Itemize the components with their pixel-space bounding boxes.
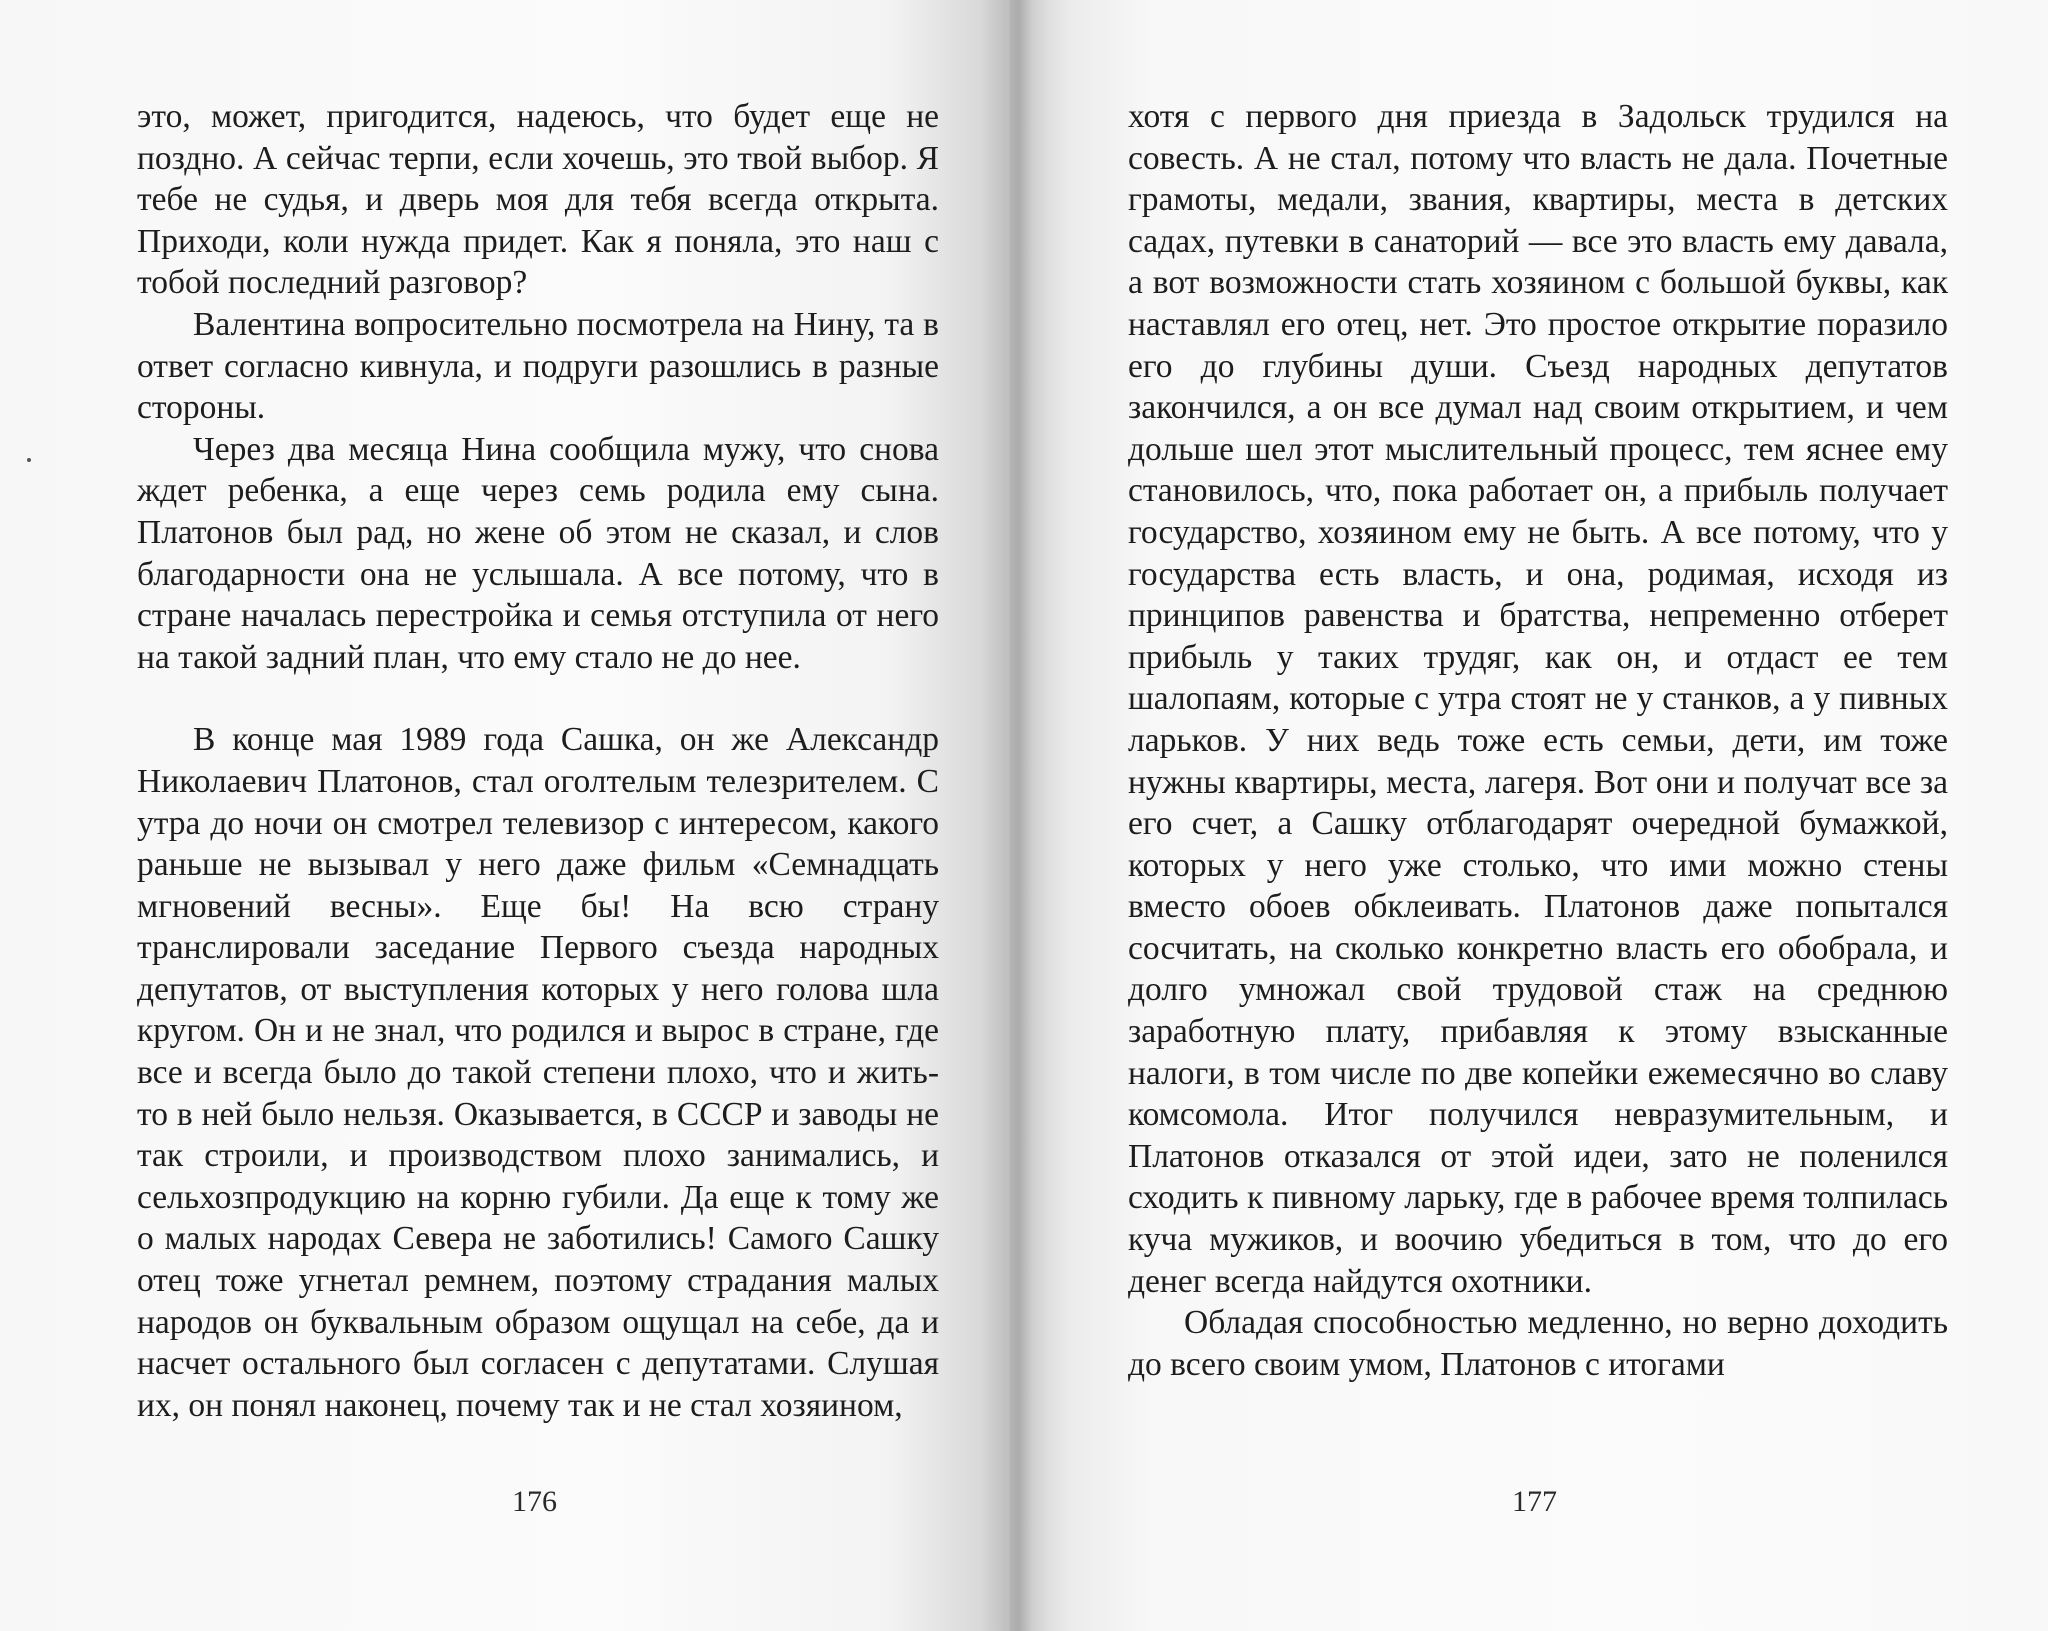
left-page	[0, 0, 1010, 1631]
paragraph: Через два месяца Нина сообщила мужу, что снова ждет ребенка, а еще через семь родила ему сына. Платонов был рад, но жене об этом не сказал, и слов благодарности она не услышала. А все потому, что в стране началась перестройка и семья отступила от него на такой задний план, что ему стало не до нее.	[137, 430, 939, 676]
page-number-left: 176	[512, 1485, 557, 1518]
right-page	[1010, 0, 2048, 1631]
paragraph: Валентина вопросительно посмотрела на Нину, та в ответ согласно кивнула, и подруги разошлись в разные стороны.	[137, 305, 939, 427]
page-number-right: 177	[1512, 1485, 1557, 1518]
paragraph: Обладая способностью медленно, но верно доходить до всего своим умом, Платонов с итогами	[1128, 1304, 1948, 1383]
scan-speck	[27, 458, 31, 462]
paragraph: хотя с первого дня приезда в Задольск трудился на совесть. А не стал, потому что власть не дала. Почетные грамоты, медали, звания, квартиры, места в детских садах, путевки в санаторий — все это власть ему давала, а вот возможности стать хозяином с большой буквы, как наставлял его отец, нет. Это простое открытие поразило его до глубины души. Съезд народных депутатов закончился, а он все думал над своим открытием, и чем дольше шел этот мыслительный процесс, тем яснее ему становилось, что, пока работает он, а прибыль получает государство, хозяином ему не быть. А все потому, что у государства есть власть, и она, родимая, исходя из принципов равенства и братства, непременно отберет прибыль у таких трудяг, как он, и отдаст ее тем шалопаям, которые с утра стоят не у станков, а у пивных ларьков. У них ведь тоже есть семьи, дети, им тоже нужны квартиры, места, лагеря. Вот они и получат все за его счет, а Сашку отблагодарят очередной бумажкой, которых у него уже столько, что ими можно стены вместо обоев обклеивать. Платонов даже попытался сосчитать, на сколько конкретно власть его обобрала, и долго умножал свой трудовой стаж на среднюю заработную плату, прибавляя к этому взысканные налоги, в том числе по две копейки ежемесячно во славу комсомола. Итог получился невразумительным, и Платонов отказался от этой идеи, зато не поленился сходить к пивному ларьку, где в рабочее время толпилась куча мужиков, и воочию убедиться в том, что до его денег всегда найдутся охотники.	[1128, 98, 1948, 1300]
left-page-text	[137, 96, 939, 1426]
paragraph: В конце мая 1989 года Сашка, он же Александр Николаевич Платонов, стал оголтелым телезрителем. С утра до ночи он смотрел телевизор с интересом, какого раньше не вызывал у него даже фильм «Семнадцать мгновений весны». Еще бы! На всю страну транслировали заседание Первого съезда народных депутатов, от выступления которых у него голова шла кругом. Он и не знал, что родился и вырос в стране, где все и всегда было до такой степени плохо, что и жить-то в ней было нельзя. Оказывается, в СССР и заводы не так строили, и производством плохо занимались, и сельхозпродукцию на корню губили. Да еще к тому же о малых народах Севера не заботились! Самого Сашку отец тоже угнетал ремнем, поэтому страдания малых народов он буквальным образом ощущал на себе, да и насчет остального был согласен с депутатами. Слушая их, он понял наконец, почему так и не стал хозяином,	[137, 721, 939, 1424]
right-page-text	[1128, 96, 1948, 1385]
paragraph: это, может, пригодится, надеюсь, что будет еще не поздно. А сейчас терпи, если хочешь, это твой выбор. Я тебе не судья, и дверь моя для тебя всегда открыта. Приходи, коли нужда придет. Как я поняла, это наш с тобой последний разговор?	[137, 98, 939, 302]
